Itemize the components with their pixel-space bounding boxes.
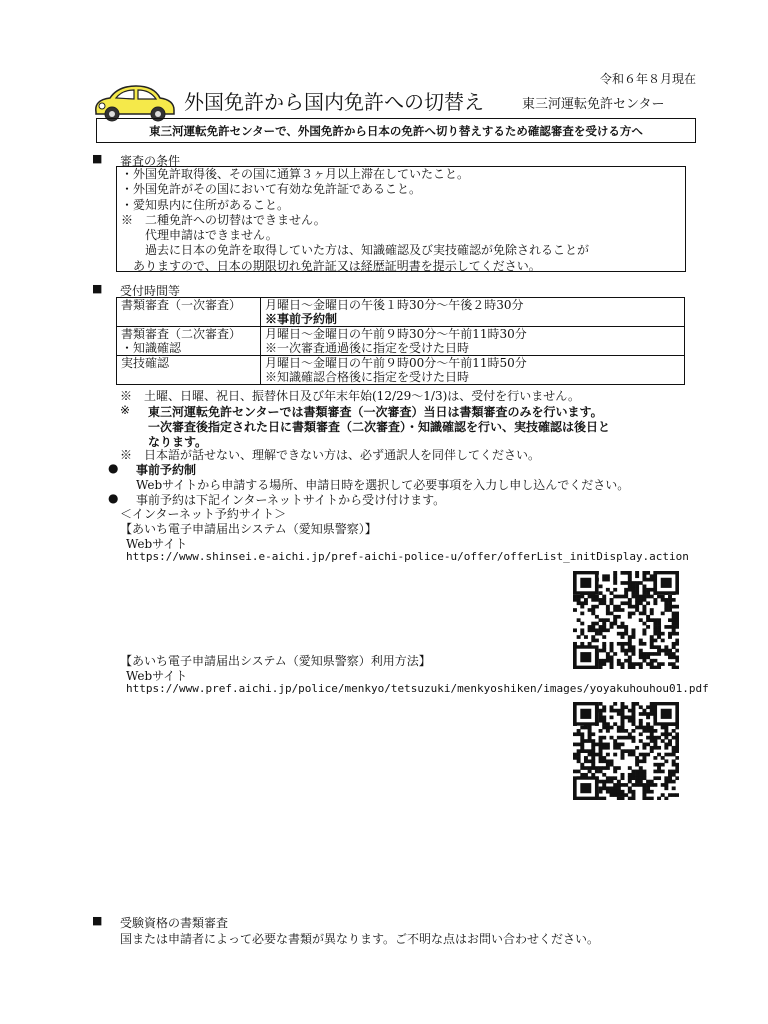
- banner-box: [96, 118, 696, 143]
- note-mark: ※: [120, 403, 131, 417]
- square-bullet: ■: [92, 152, 103, 165]
- row-time: 月曜日～金曜日の午前９時30分～午前11時30分: [265, 327, 527, 341]
- documents-text: 国または申請者によって必要な書類が異なります。ご不明な点はお問い合わせください。: [120, 932, 600, 946]
- qr-code-icon: [573, 702, 679, 800]
- conditions-list: [121, 167, 589, 274]
- qr-code-icon: [573, 571, 679, 669]
- row-sublabel: ・知識確認: [121, 341, 182, 355]
- table-row: [117, 356, 685, 385]
- condition-line: ・外国免許取得後、その国に通算３ヶ月以上滞在していたこと。: [121, 167, 470, 181]
- condition-line: ※ 二種免許への切替はできません。: [121, 212, 326, 227]
- conditions-heading: 審査の条件: [120, 154, 181, 168]
- row-note: ※事前予約制: [265, 312, 338, 326]
- holiday-note: ※ 土曜、日曜、祝日、振替休日及び年末年始(12/29～1/3)は、受付を行いません。: [120, 389, 580, 403]
- site2-name: 【あいち電子申請届出システム（愛知県警察）利用方法】: [120, 654, 431, 668]
- bold-note-line-3: なります。: [148, 435, 208, 449]
- row-label: 書類審査（二次審査）: [121, 327, 242, 341]
- table-cell: [261, 356, 685, 385]
- condition-line: 過去に日本の免許を取得していた方は、知識確認及び実技確認が免除されることが: [121, 243, 590, 258]
- row-note: ※知識確認合格後に指定を受けた日時: [265, 370, 470, 384]
- circle-bullet: ●: [108, 461, 119, 475]
- bold-note-line-2: 一次審査後指定された日に書類審査（二次審査）・知識確認を行い、実技確認は後日と: [148, 420, 611, 434]
- table-cell: [261, 327, 685, 356]
- site-heading: ＜インターネット予約サイト＞: [120, 507, 287, 521]
- center-name: 東三河運転免許センター: [522, 97, 665, 112]
- reservation-site-text: 事前予約は下記インターネットサイトから受け付けます。: [136, 493, 446, 507]
- row-sublabel: [121, 370, 256, 384]
- site1-name: 【あいち電子申請届出システム（愛知県警察）】: [120, 522, 377, 536]
- row-note: ※一次審査通過後に指定を受けた日時: [265, 341, 470, 355]
- site1-url[interactable]: https://www.shinsei.e-aichi.jp/pref-aichi-police-u/offer/offerList_initDisplay.action: [126, 550, 689, 563]
- interpreter-note: ※ 日本語が話せない、理解できない方は、必ず通訳人を同伴してください。: [120, 448, 541, 462]
- table-row: [117, 327, 685, 356]
- conditions-box: [116, 166, 686, 272]
- square-bullet: ■: [92, 914, 103, 927]
- circle-bullet: ●: [108, 491, 119, 505]
- table-cell: [117, 327, 261, 356]
- table-cell: [117, 298, 261, 327]
- bold-note-line-1: 東三河運転免許センターでは書類審査（一次審査）当日は書類審査のみを行います。: [148, 405, 603, 419]
- row-sublabel: [121, 312, 256, 326]
- condition-line: ありますので、日本の期限切れ免許証又は経歴証明書を提示してください。: [121, 258, 541, 273]
- row-label: 実技確認: [121, 356, 170, 370]
- date-label: 令和６年８月現在: [599, 72, 696, 86]
- page-title: 外国免許から国内免許への切替え: [184, 90, 484, 114]
- condition-line: ・愛知県内に住所があること。: [121, 197, 290, 212]
- row-label: 書類審査（一次審査）: [121, 298, 242, 312]
- square-bullet: ■: [92, 282, 103, 295]
- reception-table: [116, 297, 685, 385]
- reception-heading: 受付時間等: [120, 284, 181, 298]
- reservation-title: 事前予約制: [136, 463, 197, 477]
- table-cell: [261, 298, 685, 327]
- banner-text: 東三河運転免許センターで、外国免許から日本の免許へ切り替えするため確認審査を受ける方へ: [149, 124, 643, 138]
- table-cell: [117, 356, 261, 385]
- site2-url[interactable]: https://www.pref.aichi.jp/police/menkyo/tetsuzuki/menkyoshiken/images/yoyakuhouhou01.pdf: [126, 682, 709, 695]
- condition-line: 代理申請はできません。: [121, 228, 278, 243]
- row-time: 月曜日～金曜日の午後１時30分～午後２時30分: [265, 298, 524, 312]
- site2-label: Webサイト: [126, 669, 188, 683]
- row-time: 月曜日～金曜日の午前９時00分～午前11時50分: [265, 356, 527, 370]
- site1-label: Webサイト: [126, 537, 188, 551]
- table-row: [117, 298, 685, 327]
- reservation-text: Webサイトから申請する場所、申請日時を選択して必要事項を入力し申し込んでください。: [136, 478, 630, 492]
- documents-heading: 受験資格の書類審査: [120, 916, 229, 930]
- condition-line: ・外国免許がその国において有効な免許証であること。: [121, 182, 422, 197]
